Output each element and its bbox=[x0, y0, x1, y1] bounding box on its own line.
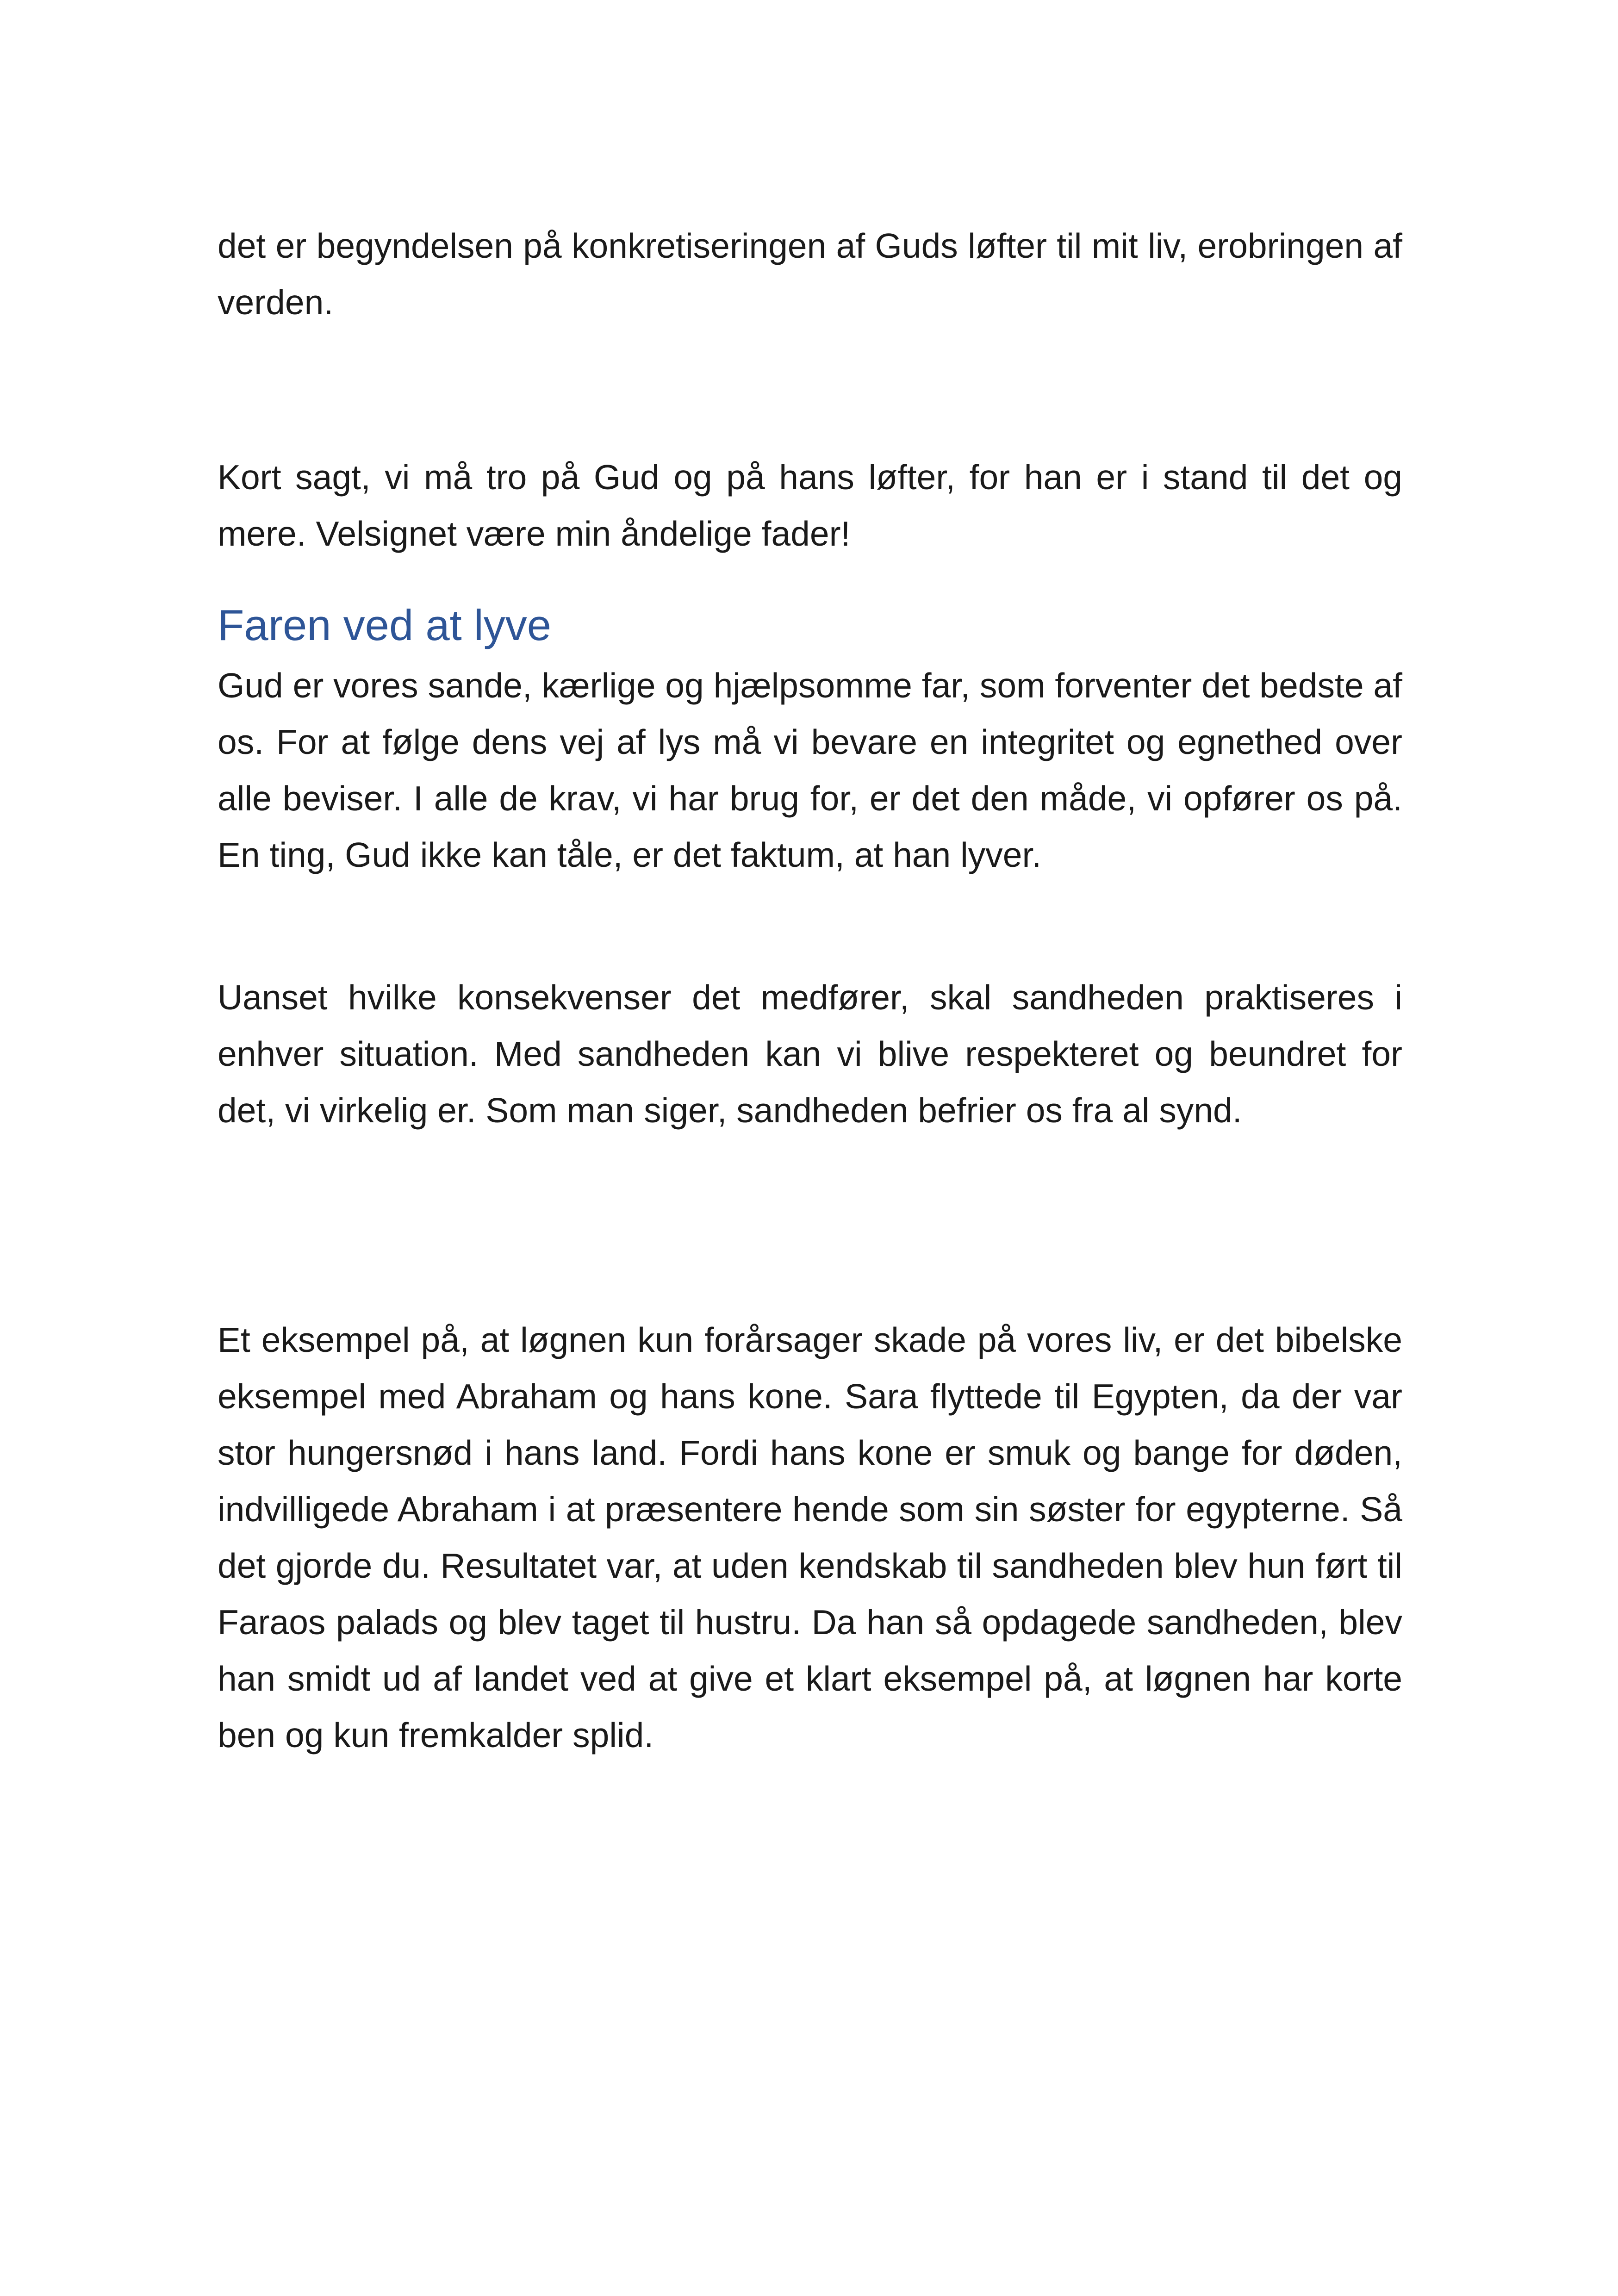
section-paragraph-1: Gud er vores sande, kærlige og hjælpsomme far, som forventer det bedste af os. For at følge dens vej af lys må vi bevare en integritet og egnethed over alle beviser. I alle de krav, vi har brug for, er det den måde, vi opfører os på. En ting, Gud ikke kan tåle, er det faktum, at han lyver. bbox=[218, 666, 1402, 874]
section-paragraph-2: Uanset hvilke konsekvenser det medfører, skal sandheden praktiseres i enhver situation. Med sandheden kan vi blive respekteret og beundret for det, vi virkelig er. Som man siger, sandheden befrier os fra al synd. bbox=[218, 978, 1402, 1130]
section-paragraph-3: Et eksempel på, at løgnen kun forårsager skade på vores liv, er det bibelske eksempel med Abraham og hans kone. Sara flyttede til Egypten, da der var stor hungersnød i hans land. Fordi hans kone er smuk og bange for døden, indvilligede Abraham i at præsentere hende som sin søster for egypterne. Så det gjorde du. Resultatet var, at uden kendskab til sandheden blev hun ført til Faraos palads og blev taget til hustru. Da han så opdagede sandheden, blev han smidt ud af landet ved at give et klart eksempel på, at løgnen har korte ben og kun fremkalder splid. bbox=[218, 1320, 1402, 1755]
paragraph-summary: Kort sagt, vi må tro på Gud og på hans løfter, for han er i stand til det og mere. Velsignet være min åndelige fader! bbox=[218, 458, 1402, 553]
section-heading: Faren ved at lyve bbox=[218, 601, 552, 649]
paragraph-intro-continuation: det er begyndelsen på konkretiseringen af Guds løfter til mit liv, erobringen af verden. bbox=[218, 226, 1402, 322]
